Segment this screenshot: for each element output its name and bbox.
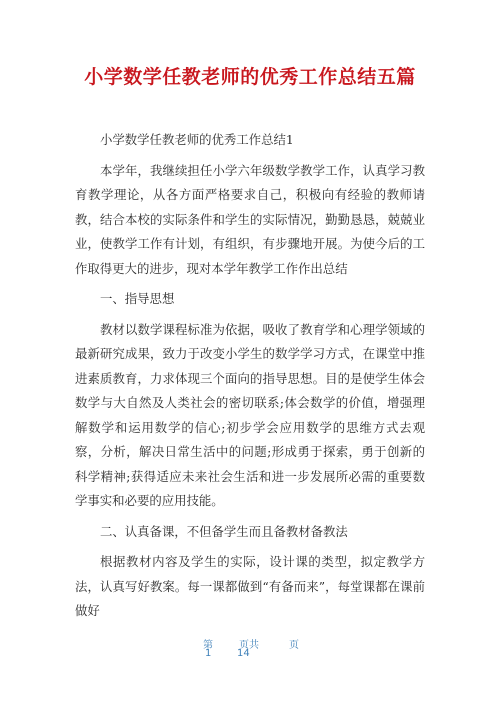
paragraph-intro: 本学年，我继续担任小学六年级数学教学工作，认真学习教育教学理论，从各方面严格要求自己，积极向有经验的教师请教，结合本校的实际条件和学生的实际情况，勤勤恳恳，兢兢业业，使教学工作有计划，有组织，有步骤地开展。为使今后的工作取得更大的进步，现对本学年教学工作作出总结 <box>75 162 425 276</box>
footer-label-ye: 页 <box>289 640 299 651</box>
paragraph-lesson-prep: 根据教材内容及学生的实际，设计课的类型，拟定教学方法，认真写好教案。每一课都做到“有备而来”，每堂课都在课前做好 <box>75 554 425 618</box>
paragraph-guiding-thought: 教材以数学课程标准为依据，吸收了教育学和心理学领域的最新研究成果，致力于改变小学生的数学学习方式，在课堂中推进素质教育，力求体现三个面向的指导思想。目的是使学生体会数学与大自然及人类社会的密切联系;体会数学的价值，增强理解数学和运用数学的信心;初步学会应用数学的思维方式去观察，分析，解决日常生活中的问题;形成勇于探索，勇于创新的科学精神;获得适应未来社会生活和进一步发展所必需的重要数学事实和必要的应用技能。 <box>75 321 425 508</box>
document-body <box>75 128 425 624</box>
page-footer <box>0 636 500 666</box>
section-subtitle: 小学数学任教老师的优秀工作总结1 <box>100 132 294 147</box>
footer-label-ye-gong: 页共 <box>239 640 259 651</box>
footer-page-current: 1 <box>205 648 212 659</box>
footer-page-total: 14 <box>237 648 250 659</box>
heading-lesson-prep: 二、认真备课，不但备学生而且备教材备教法 <box>100 523 348 539</box>
heading-guiding-thought: 一、指导思想 <box>100 291 175 306</box>
document-title: 小学数学任教老师的优秀工作总结五篇 <box>84 66 416 88</box>
footer-label-di: 第 <box>203 640 213 651</box>
